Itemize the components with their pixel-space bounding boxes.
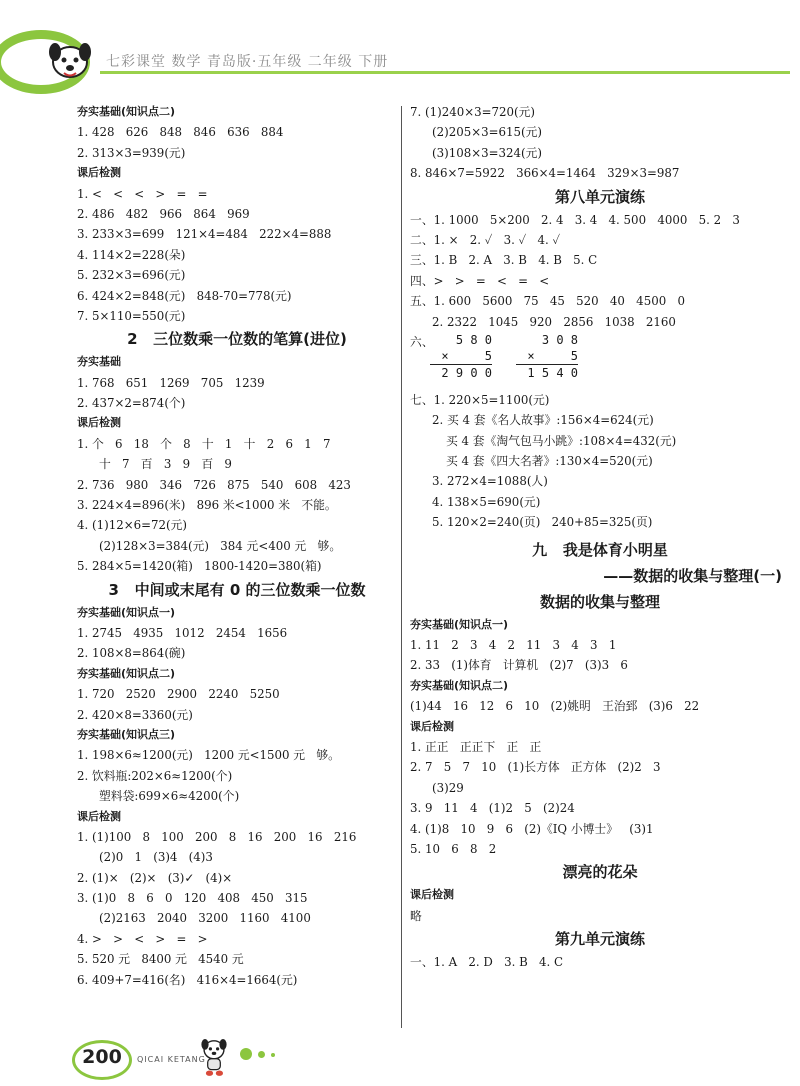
answer-line: 5. 284×5=1420(箱) 1800-1420=380(箱) (77, 559, 322, 574)
subheading: 课后检测 (77, 166, 121, 180)
answer-line: 2. 33 (1)体育 计算机 (2)7 (3)3 6 (410, 658, 628, 673)
answer-line: 8. 846×7=5922 366×4=1464 329×3=987 (410, 166, 680, 181)
vertical-multiplication-group (410, 332, 790, 390)
answer-line: 4. 114×2=228(朵) (77, 247, 186, 262)
subheading: 夯实基础(知识点三) (77, 727, 176, 741)
vm-result: 2 9 0 0 (430, 364, 492, 381)
answer-line: 3. (1)0 8 6 0 120 408 450 315 (77, 891, 308, 906)
header-rule (100, 71, 790, 74)
footer-brand: QICAI KETANG (137, 1055, 206, 1064)
vm-multiplicand: 3 0 8 (541, 332, 578, 347)
answer-line: (2)205×3=615(元) (432, 125, 543, 140)
section-heading: 2 三位数乘一位数的笔算(进位) (127, 330, 347, 349)
answer-line: 1. 768 651 1269 705 1239 (77, 375, 265, 390)
subheading: 课后检测 (77, 809, 121, 823)
answer-line: (3)108×3=324(元) (432, 145, 543, 160)
answer-line: 5. 520 元 8400 元 4540 元 (77, 952, 244, 967)
answer-line: (2)0 1 (3)4 (4)3 (99, 850, 213, 865)
answer-line: 略 (410, 908, 422, 923)
section-heading: 第九单元演练 (554, 930, 645, 949)
mascot-dog-icon (196, 1034, 232, 1080)
vertical-multiplication (430, 332, 492, 381)
answer-line: 4. (1)8 10 9 6 (2)《IQ 小博士》 (3)1 (410, 821, 654, 836)
decor-dot-icon (240, 1048, 252, 1060)
left-column (77, 102, 397, 990)
subheading: 夯实基础(知识点一) (77, 605, 176, 619)
column-divider (401, 106, 402, 1028)
answer-line: 2. 108×8=864(碗) (77, 646, 186, 661)
answer-line: 2. 买 4 套《名人故事》:156×4=624(元) (432, 413, 654, 428)
answer-line: 1. 198×6≈1200(元) 1200 元<1500 元 够。 (77, 748, 340, 763)
answer-line: 4. (1)12×6=72(元) (77, 518, 188, 533)
answer-line: 四、> > = < = < (410, 273, 550, 288)
decor-dot-icon (271, 1053, 275, 1057)
answer-line: 1. 11 2 3 4 2 11 3 4 3 1 (410, 638, 617, 653)
answer-line: 6. 424×2=848(元) 848-70=778(元) (77, 288, 292, 303)
answer-line: 2. 736 980 346 726 875 540 608 423 (77, 477, 351, 492)
answer-line: 买 4 套《淘气包马小跳》:108×4=432(元) (446, 433, 677, 448)
answer-line: 二、1. × 2. ✓ 3. ✓ 4. ✓ (410, 232, 561, 247)
page-number: 200 (82, 1046, 122, 1068)
subheading: 夯实基础(知识点二) (77, 105, 176, 118)
answer-line: (2)2163 2040 3200 1160 4100 (99, 911, 311, 926)
subheading: 课后检测 (77, 416, 121, 430)
answer-line: 2. 420×8=3360(元) (77, 707, 193, 722)
page-header (0, 0, 800, 95)
section-heading: 漂亮的花朵 (562, 863, 638, 882)
right-column (410, 102, 790, 973)
answer-line: 1. (1)100 8 100 200 8 16 200 16 216 (77, 829, 357, 844)
answer-line: 2. 437×2=874(个) (77, 396, 186, 411)
subheading: 课后检测 (410, 888, 454, 902)
answer-line: 2. 7 5 7 10 (1)长方体 正方体 (2)2 3 (410, 760, 661, 775)
answer-line: 1. 428 626 848 846 636 884 (77, 125, 284, 140)
chapter-subtitle: ——数据的收集与整理(一) (603, 566, 782, 585)
answer-line: (2)128×3=384(元) 384 元<400 元 够。 (99, 538, 342, 553)
answer-line: 1. 720 2520 2900 2240 5250 (77, 687, 280, 702)
answer-line: 1. 正正 正正下 正 正 (410, 739, 542, 754)
answer-line: 5. 10 6 8 2 (410, 841, 497, 856)
section-heading: 数据的收集与整理 (539, 592, 660, 611)
answer-line: 5. 120×2=240(页) 240+85=325(页) (432, 515, 653, 530)
answer-line: 三、1. B 2. A 3. B 4. B 5. C (410, 253, 598, 268)
vm-result: 1 5 4 0 (516, 364, 578, 381)
answer-line: 十 7 百 3 9 百 9 (99, 457, 232, 472)
question-label: 六、 (410, 334, 434, 349)
answer-line: 七、1. 220×5=1100(元) (410, 392, 550, 407)
vm-multiplicand: 5 8 0 (455, 332, 492, 347)
vertical-multiplication (516, 332, 578, 381)
answer-line: 3. 224×4=896(米) 896 米<1000 米 不能。 (77, 498, 337, 513)
answer-line: 7. (1)240×3=720(元) (410, 105, 536, 119)
answer-line: 2. 饮料瓶:202×6≈1200(个) (77, 768, 233, 783)
page-footer (0, 1030, 800, 1086)
section-heading: 3 中间或末尾有 0 的三位数乘一位数 (108, 580, 366, 599)
answer-line: 2. (1)× (2)× (3)✓ (4)× (77, 870, 233, 885)
answer-line: 4. 138×5=690(元) (432, 494, 541, 509)
answer-line: 3. 233×3=699 121×4=484 222×4=888 (77, 227, 332, 242)
answer-line: 2. 2322 1045 920 2856 1038 2160 (432, 314, 676, 329)
vm-multiplier: × 5 (441, 348, 492, 363)
answer-line: (1)44 16 12 6 10 (2)姚明 王治郅 (3)6 22 (410, 699, 700, 714)
answer-line: 一、1. A 2. D 3. B 4. C (410, 955, 564, 970)
answer-line: 5. 232×3=696(元) (77, 268, 186, 283)
section-heading: 第八单元演练 (554, 187, 645, 206)
answer-line: 1. 2745 4935 1012 2454 1656 (77, 625, 288, 640)
chapter-heading: 九 我是体育小明星 (532, 540, 668, 559)
answer-line: 塑料袋:699×6≈4200(个) (99, 789, 240, 804)
answer-line: 2. 486 482 966 864 969 (77, 206, 250, 221)
answer-line: 一、1. 1000 5×200 2. 4 3. 4 4. 500 4000 5. 2 3 (410, 212, 740, 227)
answer-line: 1. 个 6 18 个 8 十 1 十 2 6 1 7 (77, 436, 331, 451)
header-title: 七彩课堂 数学 青岛版·五年级 二年级 下册 (106, 54, 389, 70)
answer-line: 6. 409+7=416(名) 416×4=1664(元) (77, 972, 298, 987)
answer-line: (3)29 (432, 780, 464, 795)
subheading: 夯实基础(知识点二) (77, 666, 176, 680)
answer-line: 4. > > < > = > (77, 931, 208, 946)
mascot-dog-icon (40, 30, 100, 90)
subheading: 课后检测 (410, 719, 454, 733)
answer-line: 3. 272×4=1088(人) (432, 474, 548, 489)
subheading: 夯实基础(知识点一) (410, 617, 509, 631)
answer-line: 2. 313×3=939(元) (77, 145, 186, 160)
answer-line: 1. < < < > = = (77, 186, 208, 201)
answer-line: 五、1. 600 5600 75 45 520 40 4500 0 (410, 294, 685, 309)
answer-line: 买 4 套《四大名著》:130×4=520(元) (446, 454, 653, 469)
vm-multiplier: × 5 (527, 348, 578, 363)
answer-line: 7. 5×110=550(元) (77, 308, 186, 323)
subheading: 夯实基础 (77, 355, 121, 369)
decor-dot-icon (258, 1051, 265, 1058)
answer-line: 3. 9 11 4 (1)2 5 (2)24 (410, 801, 575, 816)
subheading: 夯实基础(知识点二) (410, 678, 509, 692)
